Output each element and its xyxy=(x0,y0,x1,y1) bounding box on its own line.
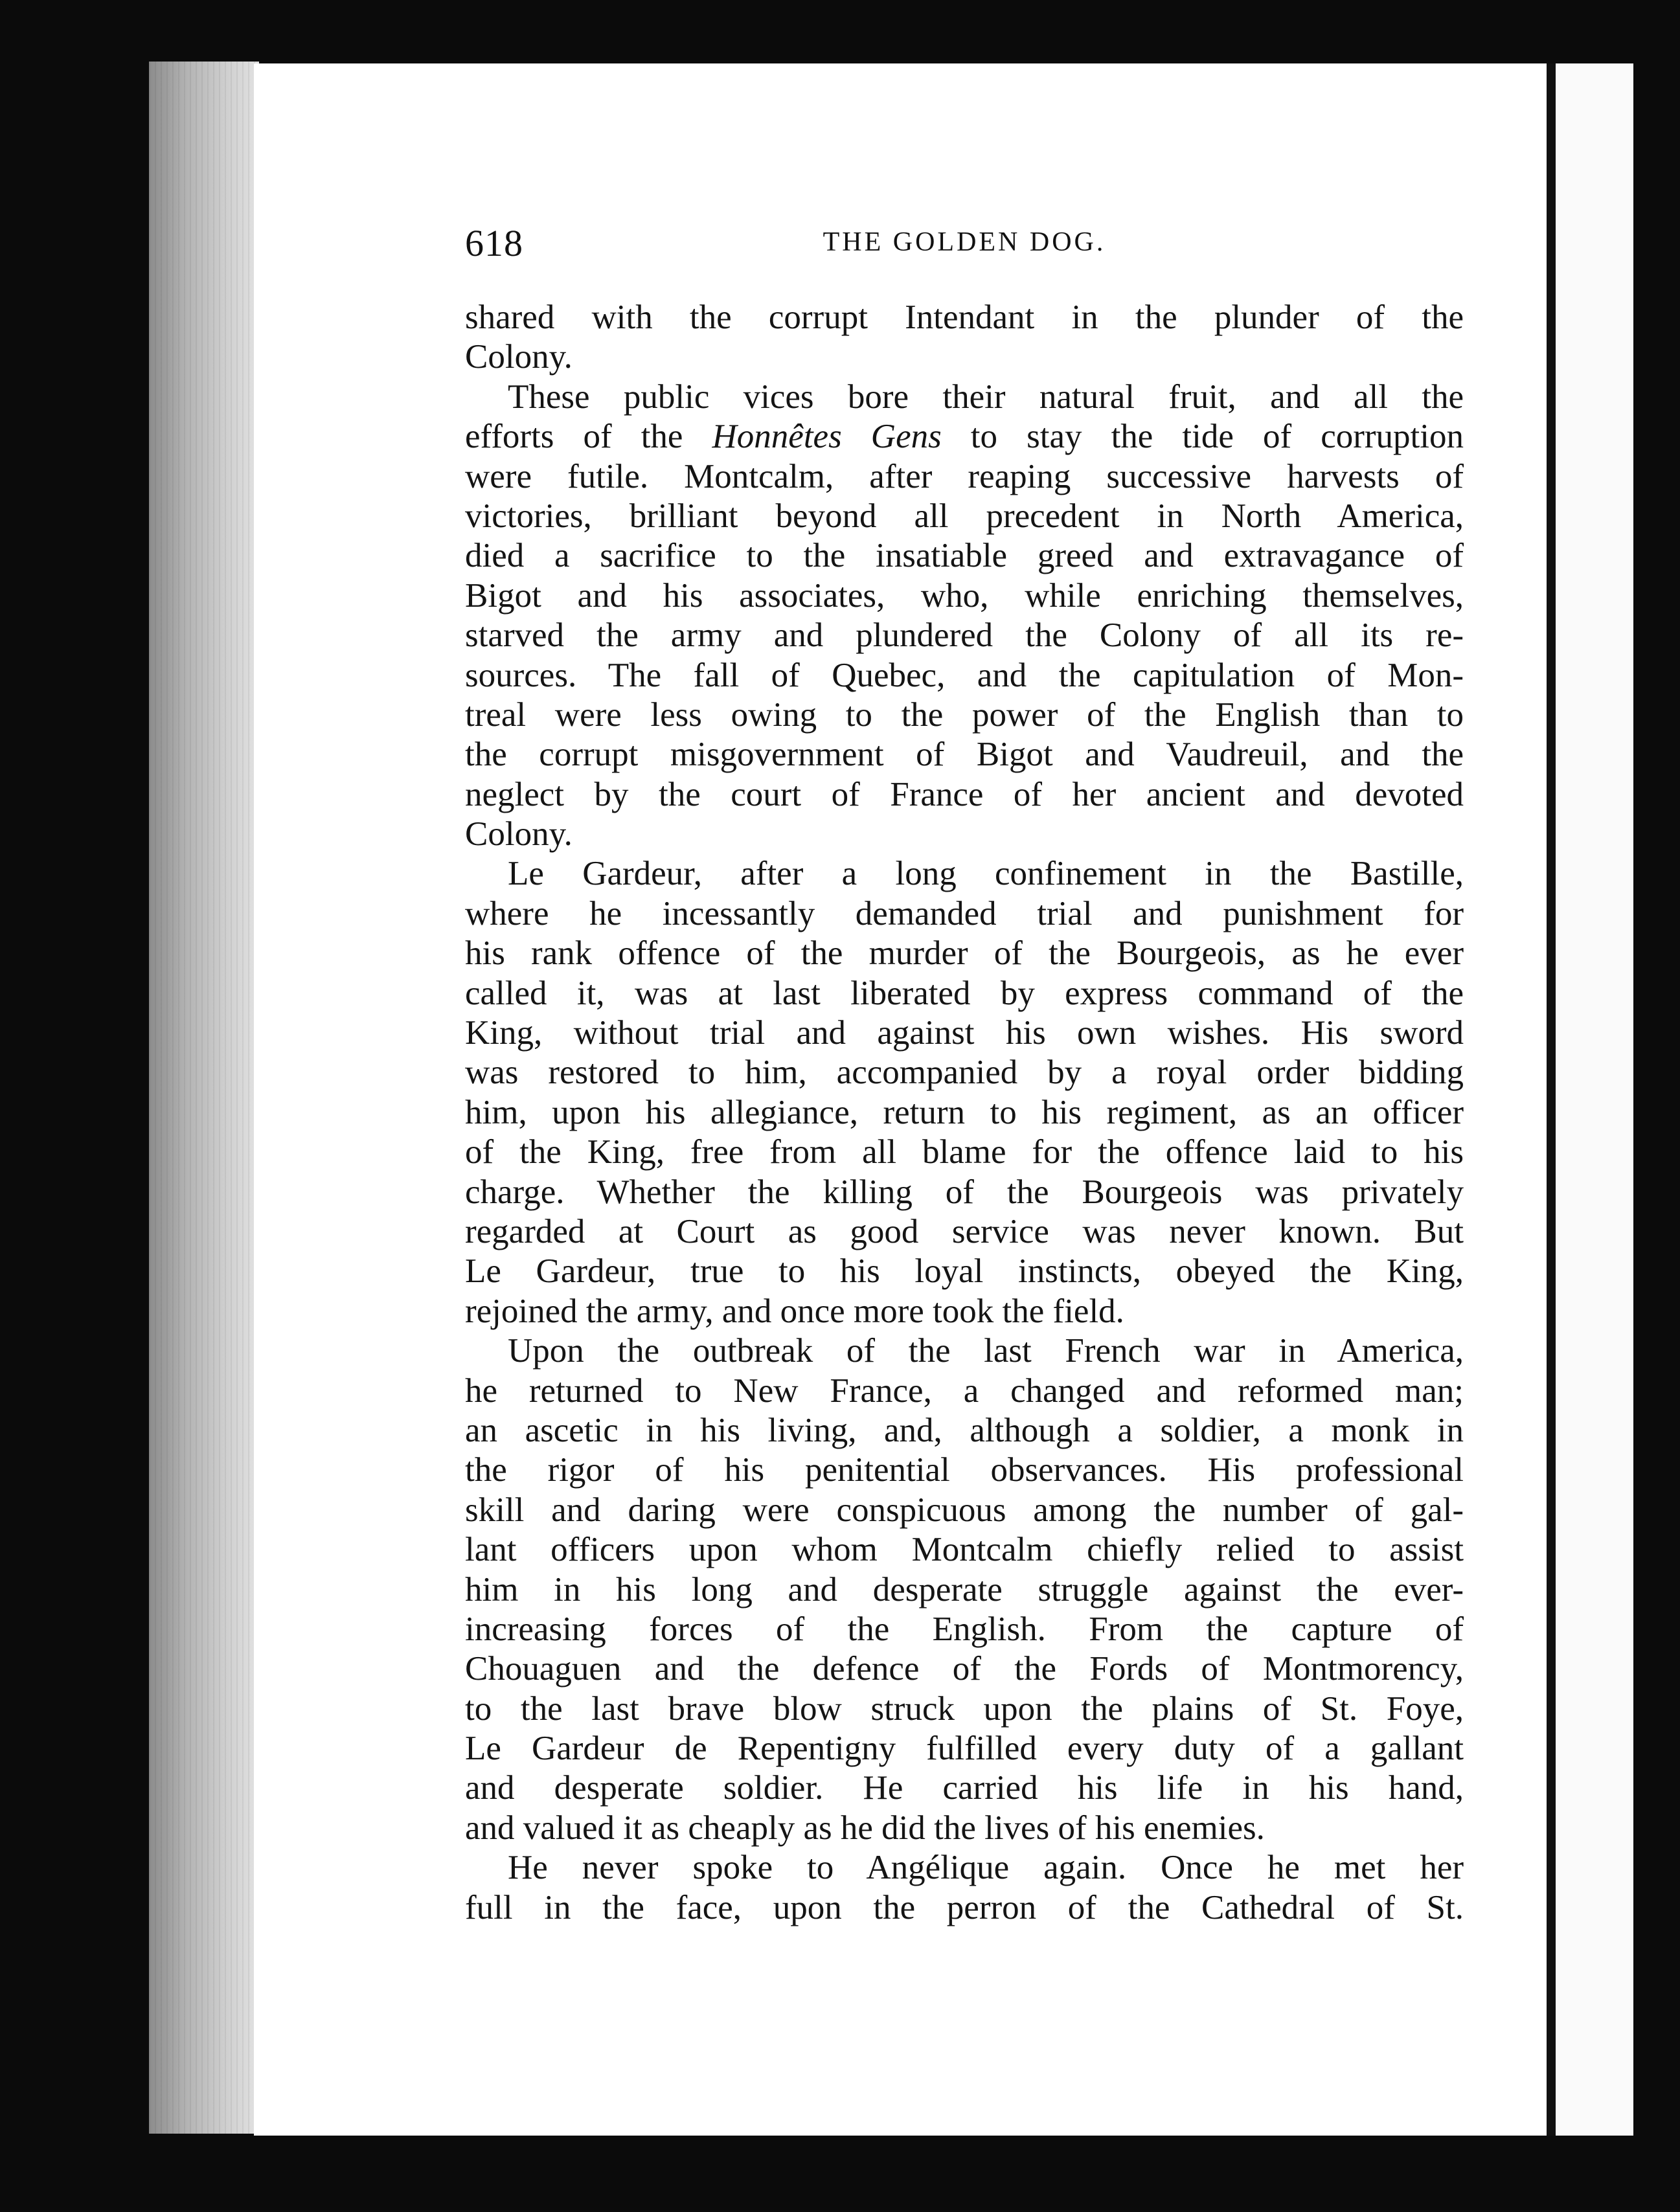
text-line: the corrupt misgovernment of Bigot and Vaudreuil, and the xyxy=(465,736,1464,774)
text-line: was restored to him, accompanied by a royal order bidding xyxy=(465,1054,1464,1092)
text-line: Bigot and his associates, who, while enriching themselves, xyxy=(465,576,1464,615)
facing-page-edge xyxy=(1556,63,1633,2136)
text-line: increasing forces of the English. From the capture of xyxy=(465,1610,1464,1648)
text-line: starved the army and plundered the Colony of all its re- xyxy=(465,616,1464,655)
text-line: These public vices bore their natural fruit, and all the xyxy=(508,378,1464,416)
text-line: him in his long and desperate struggle against the ever- xyxy=(465,1570,1464,1608)
running-title: THE GOLDEN DOG. xyxy=(823,227,1106,257)
page-edges xyxy=(149,62,259,2134)
text-line: skill and daring were conspicuous among the number of gal- xyxy=(465,1491,1464,1529)
text-line: victories, brilliant beyond all precedent in North America, xyxy=(465,497,1464,535)
text-line: where he incessantly demanded trial and punishment for xyxy=(465,894,1464,932)
text-line: charge. Whether the killing of the Bourgeois was privately xyxy=(465,1173,1464,1211)
text-line: Le Gardeur de Repentigny fulfilled every duty of a gallant xyxy=(465,1730,1464,1768)
text-line: neglect by the court of France of her ancient and devoted xyxy=(465,775,1464,813)
text-line: full in the face, upon the perron of the Cathedral of St. xyxy=(465,1888,1464,1926)
page-number: 618 xyxy=(465,222,523,264)
text-line: his rank offence of the murder of the Bourgeois, as he ever xyxy=(465,934,1464,973)
text-line: King, without trial and against his own wishes. His sword xyxy=(465,1014,1464,1052)
text-line: an ascetic in his living, and, although a soldier, a monk in xyxy=(465,1411,1464,1449)
text-line: Colony. xyxy=(465,338,573,376)
text-line: Chouaguen and the defence of the Fords of Montmorency, xyxy=(465,1650,1464,1688)
text-line: he returned to New France, a changed and reformed man; xyxy=(465,1371,1464,1410)
text-line: of the King, free from all blame for the offence laid to his xyxy=(465,1133,1464,1171)
italic-phrase: Honnêtes Gens xyxy=(712,418,942,456)
body-text xyxy=(465,298,1464,1928)
text-line: and valued it as cheaply as he did the lives of his enemies. xyxy=(465,1809,1265,1847)
text-line: were futile. Montcalm, after reaping successive harvests of xyxy=(465,457,1464,495)
text-line: shared with the corrupt Intendant in the plunder of the xyxy=(465,299,1464,336)
text-line: regarded at Court as good service was never known. But xyxy=(465,1212,1464,1250)
text-segment: efforts of the xyxy=(465,418,712,456)
text-line: lant officers upon whom Montcalm chiefly relied to assist xyxy=(465,1531,1464,1569)
text-line: and desperate soldier. He carried his life in his hand, xyxy=(465,1769,1464,1807)
text-line: him, upon his allegiance, return to his regiment, as an officer xyxy=(465,1093,1464,1131)
text-line: Colony. xyxy=(465,815,573,853)
text-line: to the last brave blow struck upon the plains of St. Foye, xyxy=(465,1689,1464,1728)
text-line: sources. The fall of Quebec, and the capitulation of Mon- xyxy=(465,656,1464,694)
text-line xyxy=(465,417,1464,457)
text-line: treal were less owing to the power of the English than to xyxy=(465,695,1464,734)
text-line: Upon the outbreak of the last French war in America, xyxy=(508,1332,1464,1370)
text-line: He never spoke to Angélique again. Once he met her xyxy=(508,1849,1464,1887)
page-header xyxy=(465,221,1464,273)
text-line: called it, was at last liberated by express command of the xyxy=(465,974,1464,1012)
text-line: the rigor of his penitential observances. His professional xyxy=(465,1451,1464,1489)
text-line: Le Gardeur, true to his loyal instincts, obeyed the King, xyxy=(465,1252,1464,1291)
page-gutter xyxy=(1547,63,1556,2136)
text-line: rejoined the army, and once more took the field. xyxy=(465,1292,1124,1330)
text-line: Le Gardeur, after a long confinement in the Bastille, xyxy=(508,855,1464,893)
text-line: died a sacrifice to the insatiable greed and extravagance of xyxy=(465,537,1464,575)
text-segment: to stay the tide of corruption xyxy=(941,418,1464,456)
